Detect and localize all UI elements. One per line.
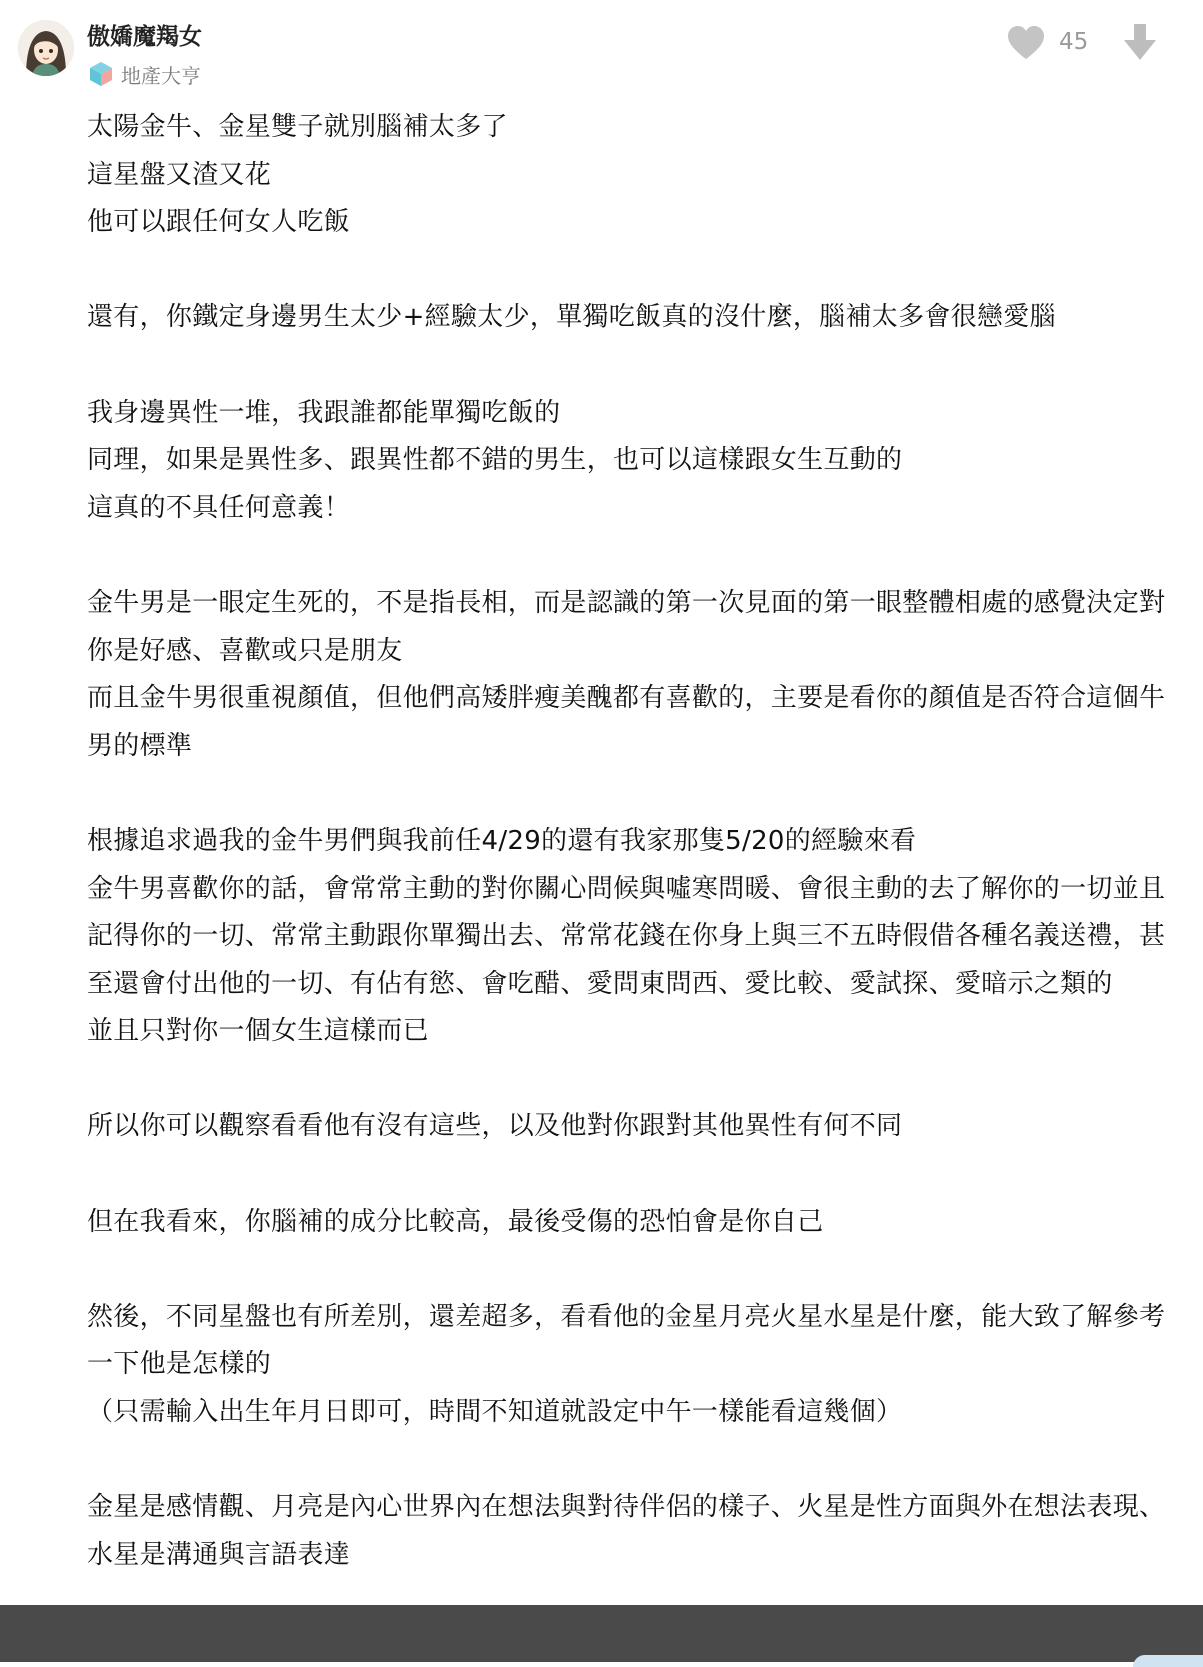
post-header xyxy=(0,0,1203,100)
content-line: 根據追求過我的金牛男們與我前任4/29的還有我家那隻5/20的經驗來看 xyxy=(87,825,917,856)
paragraph-spacer xyxy=(87,1056,1172,1104)
content-line: 太陽金牛、金星雙子就別腦補太多了 xyxy=(87,112,508,142)
content-line: 這真的不具任何意義！ xyxy=(87,492,351,523)
paragraph-spacer xyxy=(87,770,1172,818)
avatar-girl-icon xyxy=(18,20,74,76)
content-line: 他可以跟任何女人吃飯 xyxy=(87,207,351,238)
paragraph-spacer xyxy=(87,247,1172,295)
content-line: （只需輸入出生年月日即可，時間不知道就設定中午一樣能看這幾個） xyxy=(87,1397,903,1428)
content-line: 還有，你鐵定身邊男生太少+經驗太少，單獨吃飯真的沒什麼，腦補太多會很戀愛腦 xyxy=(87,302,1056,333)
author-name[interactable]: 傲嬌魔羯女 xyxy=(87,24,202,50)
content-line: 金星是感情觀、月亮是內心世界內在想法與對待伴侶的樣子、火星是性方面與外在想法表現、水星是溝通與言語表達 xyxy=(87,1492,1166,1570)
paragraph-spacer xyxy=(87,1151,1172,1199)
paragraph-spacer xyxy=(87,1246,1172,1294)
bottom-bar-accent xyxy=(1133,1655,1203,1667)
bottom-toolbar xyxy=(0,1605,1203,1662)
paragraph-spacer xyxy=(87,342,1172,390)
arrow-down-icon[interactable] xyxy=(1122,22,1158,62)
content-line: 金牛男喜歡你的話，會常常主動的對你關心問候與噓寒問暖、會很主動的去了解你的一切並且記得你的一切、常常主動跟你單獨出去、常常花錢在你身上與三不五時假借各種名義送禮，甚至還會付出他的一切、有佔有慾、會吃醋、愛問東問西、愛比較、愛試探、愛暗示之類的 xyxy=(87,873,1166,999)
content-line: 金牛男是一眼定生死的，不是指長相，而是認識的第一次見面的第一眼整體相處的感覺決定對你是好感、喜歡或只是朋友 xyxy=(87,587,1166,666)
post-content xyxy=(87,104,1172,1579)
badge-label: 地產大亨 xyxy=(121,63,201,88)
content-line: 這星盤又渣又花 xyxy=(87,159,272,190)
content-line: 但在我看來，你腦補的成分比較高，最後受傷的恐怕會是你自己 xyxy=(87,1206,824,1237)
author-avatar[interactable] xyxy=(18,20,74,76)
content-line: 然後，不同星盤也有所差別，還差超多，看看他的金星月亮火星水星是什麼，能大致了解參考一下他是怎樣的 xyxy=(87,1301,1166,1380)
content-line: 同理，如果是異性多、跟異性都不錯的男生，也可以這樣跟女生互動的 xyxy=(87,445,903,476)
content-line: 而且金牛男很重視顏值，但他們高矮胖瘦美醜都有喜歡的，主要是看你的顏值是否符合這個牛男的標準 xyxy=(87,683,1166,761)
author-badge xyxy=(87,59,201,89)
paragraph-spacer xyxy=(87,1437,1172,1485)
content-line: 並且只對你一個女生這樣而已 xyxy=(87,1016,429,1047)
paragraph-spacer xyxy=(87,532,1172,580)
content-line: 我身邊異性一堆，我跟誰都能單獨吃飯的 xyxy=(87,397,561,428)
like-count: 45 xyxy=(1059,29,1089,55)
content-line: 所以你可以觀察看看他有沒有這些，以及他對你跟對其他異性有何不同 xyxy=(87,1111,903,1142)
heart-icon[interactable] xyxy=(1006,24,1046,62)
cube-badge-icon xyxy=(87,60,115,88)
